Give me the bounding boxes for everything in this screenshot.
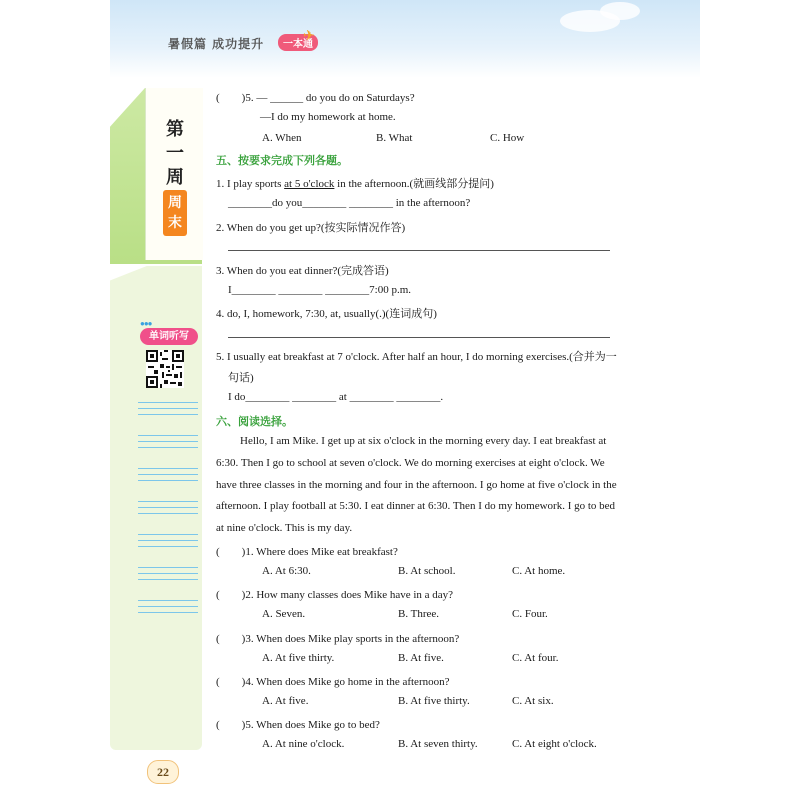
answer-line[interactable] <box>228 250 610 251</box>
passage-line: 6:30. Then I go to school at seven o'clock. We do morning exercises at eight o'clock. We <box>216 457 605 469</box>
option-b: B. At five. <box>398 652 444 664</box>
question-5-stem <box>216 89 415 105</box>
header-title: 暑假篇 成功提升 <box>168 37 265 51</box>
underlined-phrase: at 5 o'clock <box>284 178 335 190</box>
passage-line: afternoon. I play football at 5:30. I eat dinner at 6:30. Then I do my homework. I go to bed <box>216 500 616 512</box>
passage-line: Hello, I am Mike. I get up at six o'clock in the morning every day. I eat breakfast at <box>240 435 607 447</box>
sidebar <box>110 88 202 750</box>
header-badge: 一本通 <box>278 34 318 51</box>
section-5-item-4: 4. do, I, homework, 7:30, at, usually(.)(连词成句) <box>216 308 437 320</box>
answer-blank-line[interactable]: I do________ ________ at ________ ________. <box>228 391 444 403</box>
option-b: B. What <box>376 132 413 144</box>
week-label-text: 第一周 <box>166 119 184 188</box>
question-5-answer: —I do my homework at home. <box>260 111 396 123</box>
weekend-tag <box>163 190 187 236</box>
weekend-tag-text: 周末 <box>168 195 182 231</box>
option-b: B. At school. <box>398 565 456 577</box>
reading-question-4: ( )4. When does Mike go home in the afternoon? <box>216 676 450 688</box>
item-text: in the afternoon.(就画线部分提问) <box>334 178 494 190</box>
option-b: B. At seven thirty. <box>398 738 478 750</box>
option-b: B. Three. <box>398 608 440 620</box>
section-5-item-5-cont: 句话) <box>228 372 254 384</box>
option-a: A. When <box>262 132 302 144</box>
option-a: A. Seven. <box>262 608 306 620</box>
reading-question-1: ( )1. Where does Mike eat breakfast? <box>216 546 398 558</box>
section-6-title: 六、阅读选择。 <box>216 415 293 428</box>
blank: ______ <box>270 92 304 104</box>
section-5-item-1 <box>216 175 494 191</box>
reading-question-5: ( )5. When does Mike go to bed? <box>216 719 380 731</box>
word-dictation-button[interactable]: 单词听写 <box>140 328 198 345</box>
option-c: C. How <box>490 132 525 144</box>
option-a: A. At 6:30. <box>262 565 311 577</box>
section-5-title: 五、按要求完成下列各题。 <box>216 154 348 167</box>
option-b: B. At five thirty. <box>398 695 470 707</box>
item-text: 1. I play sports <box>216 178 285 190</box>
qr-code-icon[interactable] <box>146 350 184 388</box>
reading-question-2: ( )2. How many classes does Mike have in a day? <box>216 589 454 601</box>
dots-icon: ●●● <box>140 319 152 328</box>
week-label <box>162 118 188 190</box>
cloud-decoration <box>600 2 640 20</box>
bird-icon: ✈ <box>303 29 315 44</box>
section-5-item-5: 5. I usually eat breakfast at 7 o'clock. After half an hour, I do morning exercises.(合并为一 <box>216 351 617 363</box>
option-a: A. At five thirty. <box>262 652 335 664</box>
section-5-item-2: 2. When do you get up?(按实际情况作答) <box>216 222 406 234</box>
dictation-lines <box>138 402 198 633</box>
option-a: A. At nine o'clock. <box>262 738 345 750</box>
passage-line: have three classes in the morning and four in the afternoon. I go home at five o'clock in the <box>216 479 617 491</box>
option-a: A. At five. <box>262 695 309 707</box>
reading-question-3: ( )3. When does Mike play sports in the afternoon? <box>216 633 460 645</box>
option-c: C. At four. <box>512 652 559 664</box>
page-number: 22 <box>147 760 179 784</box>
option-c: C. At six. <box>512 695 554 707</box>
passage-line: at nine o'clock. This is my day. <box>216 522 353 534</box>
question-number: ( )5. — <box>216 92 268 104</box>
section-5-item-3: 3. When do you eat dinner?(完成答语) <box>216 265 389 277</box>
option-c: C. At home. <box>512 565 566 577</box>
answer-blank-line[interactable]: ________do you________ ________ in the afternoon? <box>228 197 471 209</box>
option-c: C. Four. <box>512 608 548 620</box>
question-text: do you do on Saturdays? <box>305 92 415 104</box>
answer-line[interactable] <box>228 337 610 338</box>
option-c: C. At eight o'clock. <box>512 738 597 750</box>
answer-blank-line[interactable]: I________ ________ ________7:00 p.m. <box>228 284 412 296</box>
